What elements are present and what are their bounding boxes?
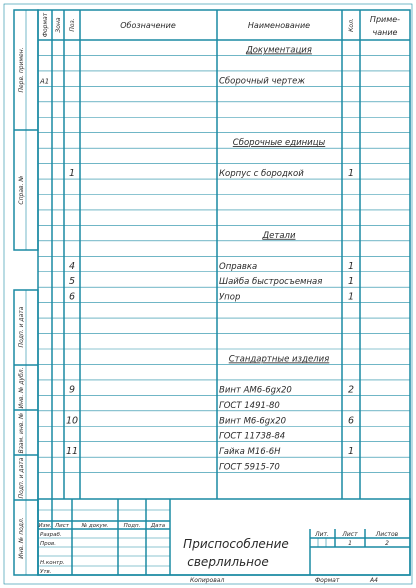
table-row xyxy=(69,168,354,179)
doc-no-label: № докум. xyxy=(81,523,109,529)
designation-header: Обозначение xyxy=(120,21,176,30)
document-title-line2: сверлильное xyxy=(187,555,269,569)
sheet-label: Лист xyxy=(342,531,358,538)
qty-cell: 1 xyxy=(347,276,355,288)
table-row xyxy=(262,231,296,241)
qty-cell: 6 xyxy=(347,415,355,427)
zone-header: Зона xyxy=(55,17,62,33)
name-cell: Стандартные изделия xyxy=(228,354,330,365)
pos-cell: 11 xyxy=(65,446,79,458)
date-label: Дата xyxy=(150,523,166,529)
format-cell: А1 xyxy=(40,77,50,86)
pos-cell: 5 xyxy=(68,276,76,288)
dup-inv-label: Инв. № дубл. xyxy=(18,367,25,409)
table-row xyxy=(69,276,354,287)
sheet-col-label: Лист xyxy=(55,523,69,529)
qty-cell: 1 xyxy=(347,291,355,303)
sign-label: Подп. xyxy=(123,523,141,529)
reference-no-label: Справ. № xyxy=(18,175,25,205)
pos-cell: 9 xyxy=(68,384,76,396)
spec-table-rows xyxy=(39,45,354,472)
copied-label: Копировал xyxy=(190,577,225,584)
change-label: Изм. xyxy=(38,523,52,529)
table-row xyxy=(245,45,312,55)
first-use-label: Перв. примен. xyxy=(18,47,25,93)
pos-cell: 4 xyxy=(68,260,76,272)
qty-cell: 2 xyxy=(347,384,355,396)
name-cell: Сборочный чертеж xyxy=(219,76,305,87)
name-cell: Упор xyxy=(219,292,241,303)
sign-date-label-2: Подп. и дата xyxy=(18,457,25,499)
format-footer-value: А4 xyxy=(370,577,378,584)
lit-label: Лит. xyxy=(315,531,329,538)
name-cell: ГОСТ 1491-80 xyxy=(219,400,280,411)
format-header: Формат xyxy=(42,12,49,38)
replace-inv-label: Взам. инв. № xyxy=(18,412,25,454)
table-row xyxy=(219,432,285,442)
pos-cell: 1 xyxy=(68,168,76,180)
orig-inv-label: Инв. № подл. xyxy=(18,517,25,559)
name-cell: Винт АМ6-6gх20 xyxy=(219,385,292,396)
table-row xyxy=(69,261,354,272)
qty-header: Кол. xyxy=(348,18,355,32)
norm-control-label: Н.контр. xyxy=(40,560,65,566)
qty-cell: 1 xyxy=(347,446,355,458)
table-row xyxy=(66,446,354,457)
table-row xyxy=(69,292,354,303)
name-cell: Корпус с бородкой xyxy=(219,169,304,180)
sheets-label: Листов xyxy=(375,531,399,538)
name-cell: Сборочные единицы xyxy=(232,138,326,149)
name-header: Наименование xyxy=(247,21,311,30)
developed-label: Разраб. xyxy=(40,532,62,538)
pos-header: Поз. xyxy=(69,18,76,32)
name-cell: ГОСТ 5915-70 xyxy=(219,462,280,473)
table-row xyxy=(66,415,354,426)
note-header-line2: чание xyxy=(372,28,398,37)
document-title-line1: Приспособление xyxy=(183,537,289,551)
checked-label: Пров. xyxy=(40,541,56,547)
pos-cell: 6 xyxy=(68,291,76,303)
name-cell: ГОСТ 11738-84 xyxy=(219,431,286,442)
name-cell: Документация xyxy=(246,45,312,56)
table-row xyxy=(219,401,280,411)
sheet-value: 1 xyxy=(348,540,352,547)
sign-date-label-1: Подп. и дата xyxy=(18,306,25,348)
qty-cell: 1 xyxy=(347,168,355,180)
pos-cell: 10 xyxy=(65,415,79,427)
qty-cell: 1 xyxy=(347,260,355,272)
table-row xyxy=(39,76,305,86)
sheets-value: 2 xyxy=(385,540,389,547)
approved-label: Утв. xyxy=(40,569,52,575)
table-header xyxy=(42,12,400,37)
table-row xyxy=(219,463,280,473)
format-footer-label: Формат xyxy=(315,577,340,584)
table-row xyxy=(229,354,330,364)
name-cell: Винт М6-6gх20 xyxy=(219,416,287,427)
name-cell: Детали xyxy=(262,230,296,241)
name-cell: Оправка xyxy=(219,261,258,272)
name-cell: Шайба быстросъемная xyxy=(219,277,323,288)
name-cell: Гайка М16-6Н xyxy=(219,447,281,458)
table-row xyxy=(233,138,326,148)
note-header-line1: Приме- xyxy=(369,15,401,24)
table-row xyxy=(69,384,354,395)
